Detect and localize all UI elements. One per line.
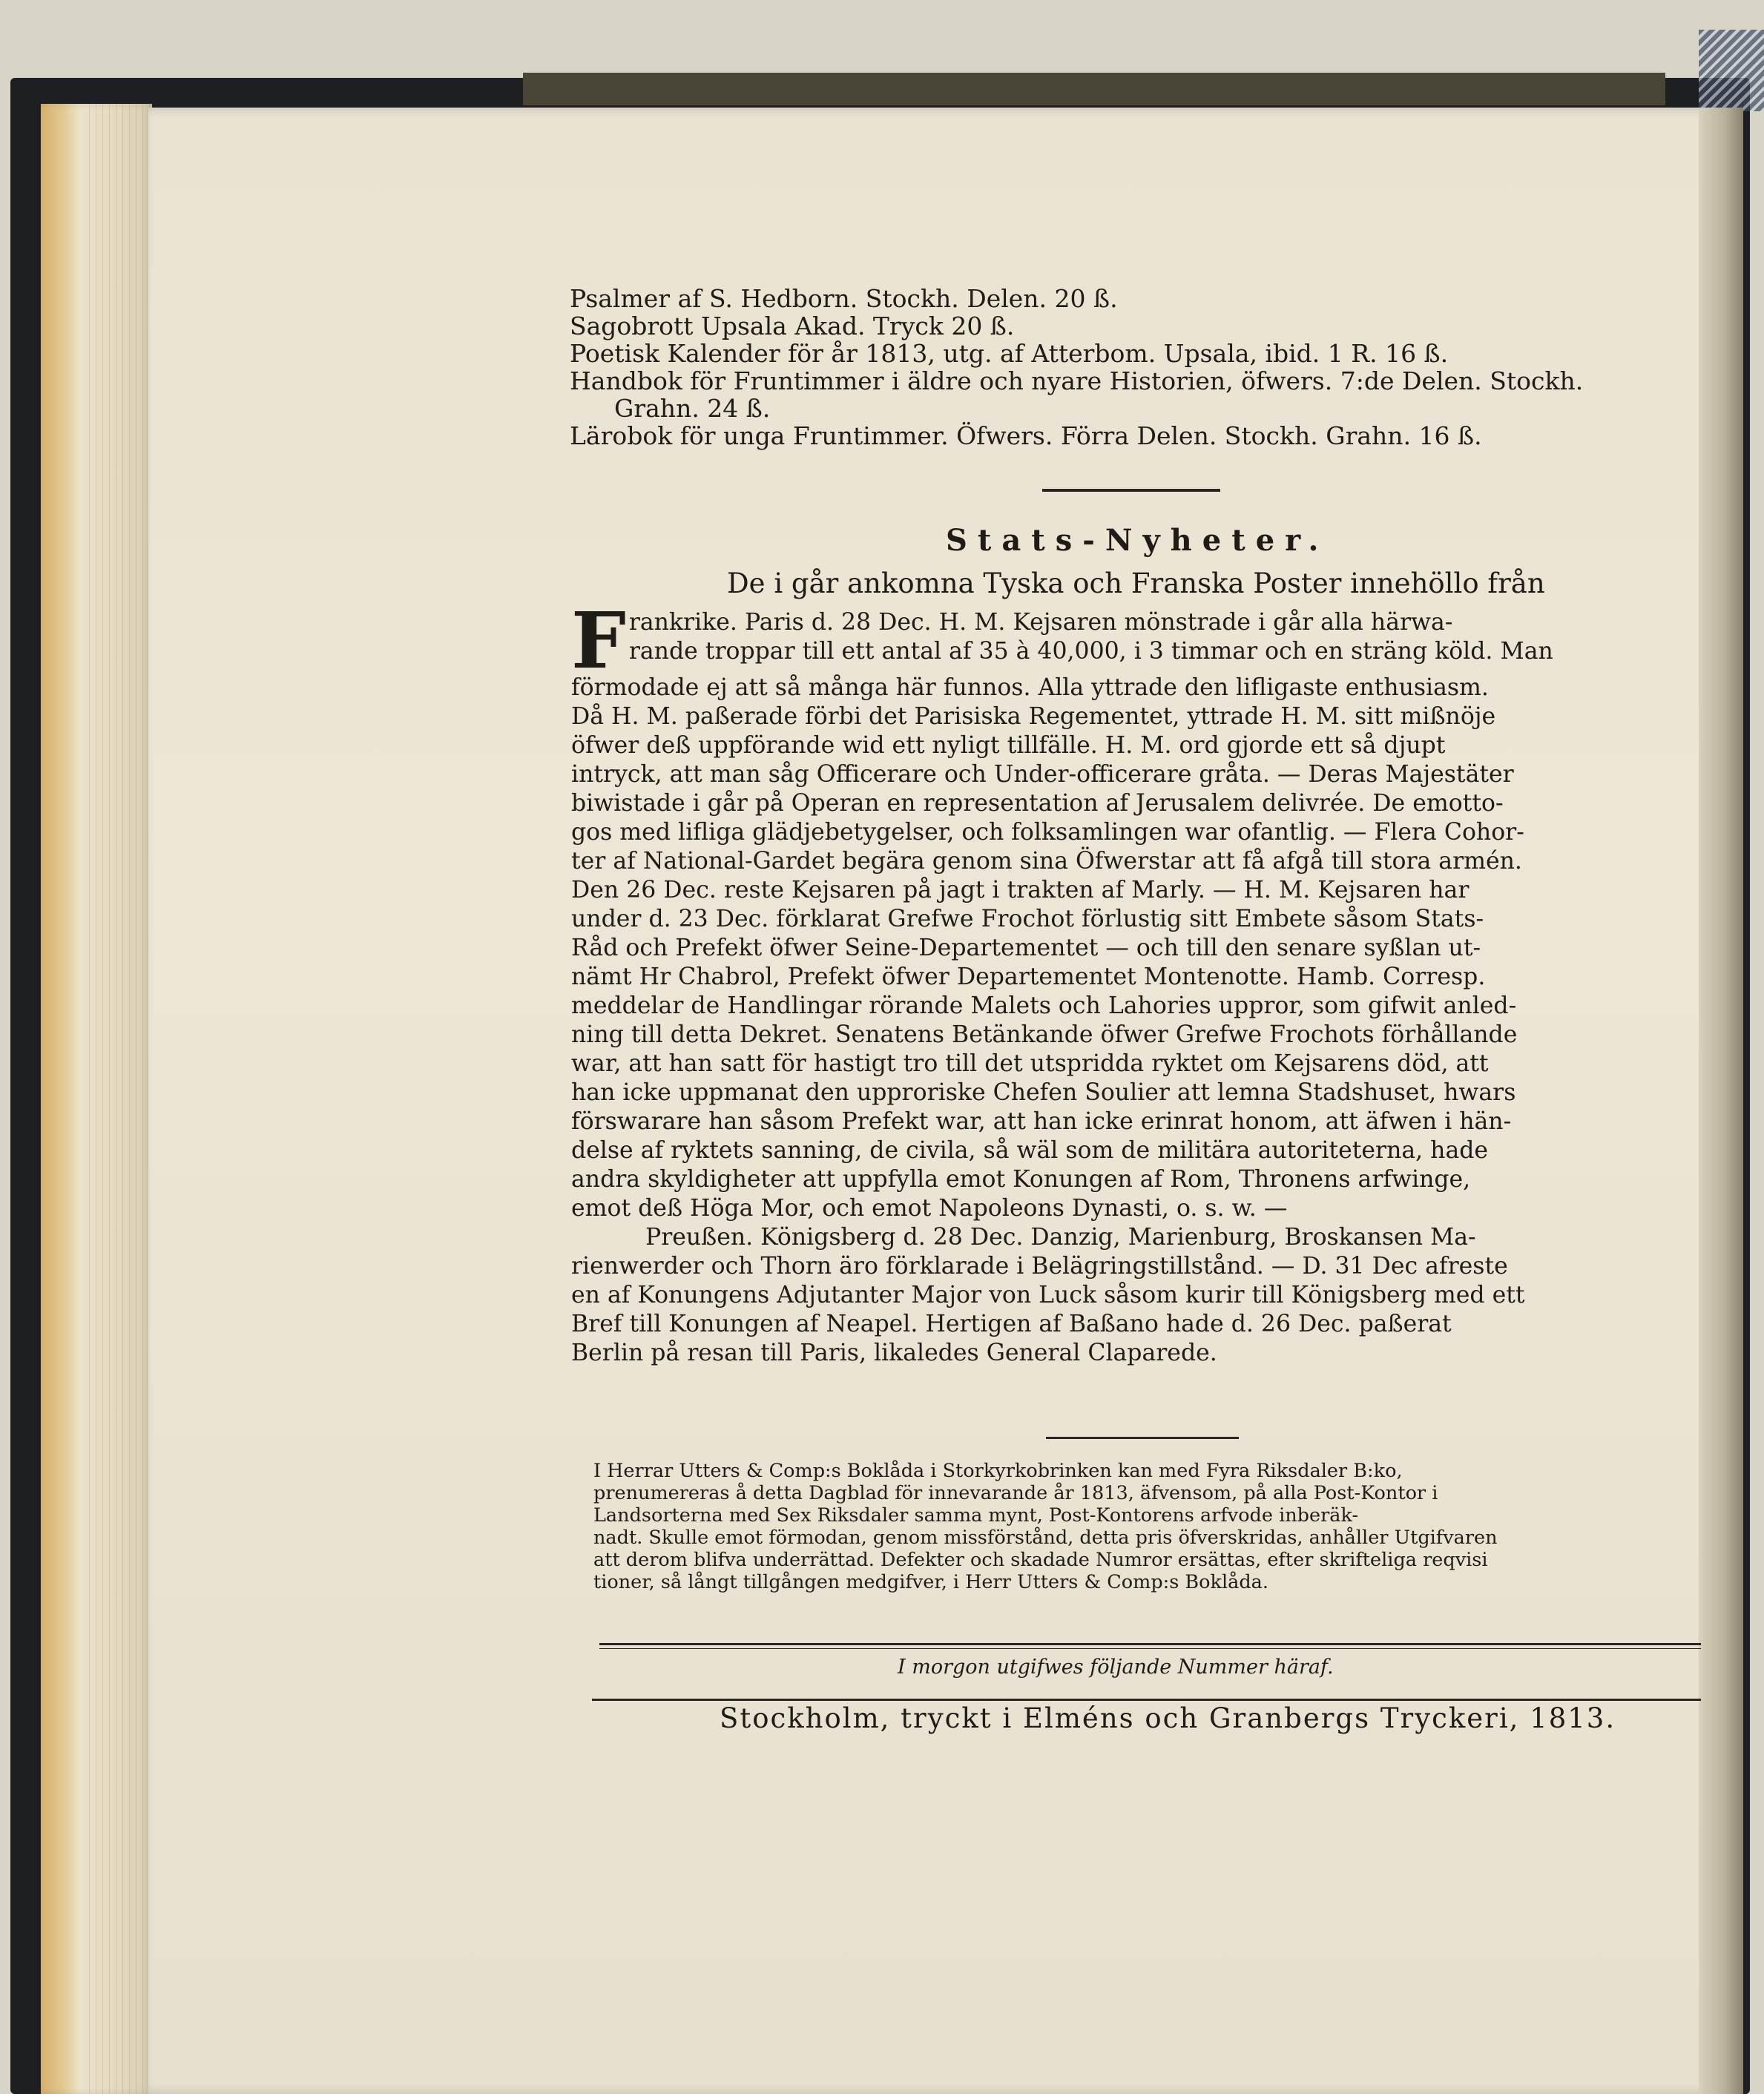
spine-binding	[1699, 30, 1764, 111]
divider-long-1	[599, 1643, 1701, 1645]
divider-short	[1042, 489, 1220, 492]
article-line: biwistade i går på Operan en representation af Jerusalem delivrée. De emotto-	[571, 790, 1504, 817]
article-line: emot deß Höga Mor, och emot Napoleons Dynasti, o. s. w. —	[571, 1195, 1288, 1222]
notice-line: nadt. Skulle emot förmodan, genom missförstånd, detta pris öfverskridas, anhåller Utgifvaren	[593, 1527, 1498, 1549]
article-line: han icke uppmanat den upproriske Chefen Soulier att lemna Stadshuset, hwars	[571, 1079, 1516, 1106]
printer-imprint: Stockholm, tryckt i Elméns och Granbergs Tryckeri, 1813.	[720, 1702, 1616, 1734]
notice-line: Landsorterna med Sex Riksdaler samma mynt, Post-Kontorens arfvode inberäk-	[593, 1504, 1359, 1527]
article-paris	[571, 595, 1691, 1368]
book-list-item: Poetisk Kalender för år 1813, utg. af Atterbom. Upsala, ibid. 1 R. 16 ß.	[570, 339, 1449, 368]
article-line: delse af ryktets sanning, de civila, så wäl som de militära autoriteterna, hade	[571, 1137, 1489, 1164]
article-line: Den 26 Dec. reste Kejsaren på jagt i trakten af Marly. — H. M. Kejsaren har	[571, 877, 1470, 903]
article-line: nämt Hr Chabrol, Prefekt öfwer Departementet Montenotte. Hamb. Corresp.	[571, 964, 1486, 990]
divider-short-2	[1046, 1437, 1239, 1439]
page-gutter	[1699, 108, 1743, 2094]
subscription-notice	[593, 1460, 1498, 1593]
article-line: Råd och Prefekt öfwer Seine-Departementet — och till den senare syßlan ut-	[571, 935, 1481, 961]
article-line: rande troppar till ett antal af 35 à 40,000, i 3 timmar och en sträng köld. Man	[628, 638, 1553, 665]
book-list	[570, 285, 1583, 450]
section-title: Stats-Nyheter.	[946, 523, 1329, 558]
divider-long-2	[592, 1699, 1701, 1701]
notice-line: I Herrar Utters & Comp:s Boklåda i Storkyrkobrinken kan med Fyra Riksdaler B:ko,	[593, 1460, 1403, 1482]
notice-line: tioner, så långt tillgången medgifver, i Herr Utters & Comp:s Boklåda.	[593, 1571, 1268, 1593]
notice-line: prenumereras å detta Dagblad för innevarande år 1813, äfvensom, på alla Post-Kontor i	[593, 1482, 1438, 1504]
book-list-item: Psalmer af S. Hedborn. Stockh. Delen. 20 ß.	[570, 284, 1118, 313]
article-line: intryck, att man såg Officerare och Under-officerare gråta. — Deras Majestäter	[571, 761, 1514, 788]
section-intro: De i går ankomna Tyska och Franska Poster innehöllo från	[727, 567, 1545, 599]
article-line: rankrike. Paris d. 28 Dec. H. M. Kejsaren mönstrade i går alla härwa-	[628, 609, 1453, 636]
article-line: andra skyldigheter att uppfylla emot Konungen af Rom, Thronens arfwinge,	[571, 1166, 1471, 1193]
book-list-item: Lärobok för unga Fruntimmer. Öfwers. Förra Delen. Stockh. Grahn. 16 ß.	[570, 421, 1482, 450]
article-line: Då H. M. paßerade förbi det Parisiska Regementet, yttrade H. M. sitt mißnöje	[571, 703, 1496, 730]
article-line: förmodade ej att så många här funnos. Alla yttrade den lifligaste enthusiasm.	[571, 674, 1489, 701]
background-top	[0, 0, 1764, 82]
page-edge-lines	[89, 104, 156, 2094]
article-line: gos med lifliga glädjebetygelser, och folksamlingen war ofantlig. — Flera Cohor-	[571, 819, 1524, 846]
article-line: Berlin på resan till Paris, likaledes General Claparede.	[571, 1340, 1217, 1366]
article-line: meddelar de Handlingar rörande Malets och Lahories uppror, som gifwit anled-	[571, 992, 1517, 1019]
article-line: förswarare han såsom Prefekt war, att han icke erinrat honom, att äfwen i hän-	[571, 1108, 1512, 1135]
article-line: en af Konungens Adjutanter Major von Luck såsom kurir till Königsberg med ett	[571, 1282, 1525, 1308]
article-line: Preußen. Königsberg d. 28 Dec. Danzig, Marienburg, Broskansen Ma-	[645, 1224, 1476, 1251]
notice-line: att derom blifva underrättad. Defekter och skadade Numror ersättas, efter skrifteliga reqvisi	[593, 1549, 1488, 1571]
article-line: ter af National-Gardet begära genom sina Öfwerstar att få afgå till stora armén.	[571, 848, 1522, 875]
article-line: rienwerder och Thorn äro förklarade i Belägringstillstånd. — D. 31 Dec afreste	[571, 1253, 1508, 1280]
article-line: Bref till Konungen af Neapel. Hertigen af Baßano hade d. 26 Dec. paßerat	[571, 1311, 1452, 1337]
next-issue-note: I morgon utgifwes följande Nummer häraf.	[898, 1656, 1334, 1679]
article-line: öfwer deß uppförande wid ett nyligt tillfälle. H. M. ord gjorde ett så djupt	[571, 732, 1446, 759]
article-line: ning till detta Dekret. Senatens Betänkande öfwer Grefwe Frochots förhållande	[571, 1021, 1518, 1048]
article-line: under d. 23 Dec. förklarat Grefwe Frochot förlustig sitt Embete såsom Stats-	[571, 906, 1484, 932]
book-list-item: Handbok för Fruntimmer i äldre och nyare Historien, öfwers. 7:de Delen. Stockh.	[570, 366, 1584, 395]
book-list-item: Grahn. 24 ß.	[614, 394, 771, 423]
article-line: war, att han satt för hastigt tro till det utspridda ryktet om Kejsarens död, att	[571, 1050, 1489, 1077]
drop-capital: F	[571, 595, 626, 686]
headband	[523, 73, 1665, 105]
book-list-item: Sagobrott Upsala Akad. Tryck 20 ß.	[570, 312, 1015, 340]
divider-long-1b	[599, 1648, 1701, 1649]
